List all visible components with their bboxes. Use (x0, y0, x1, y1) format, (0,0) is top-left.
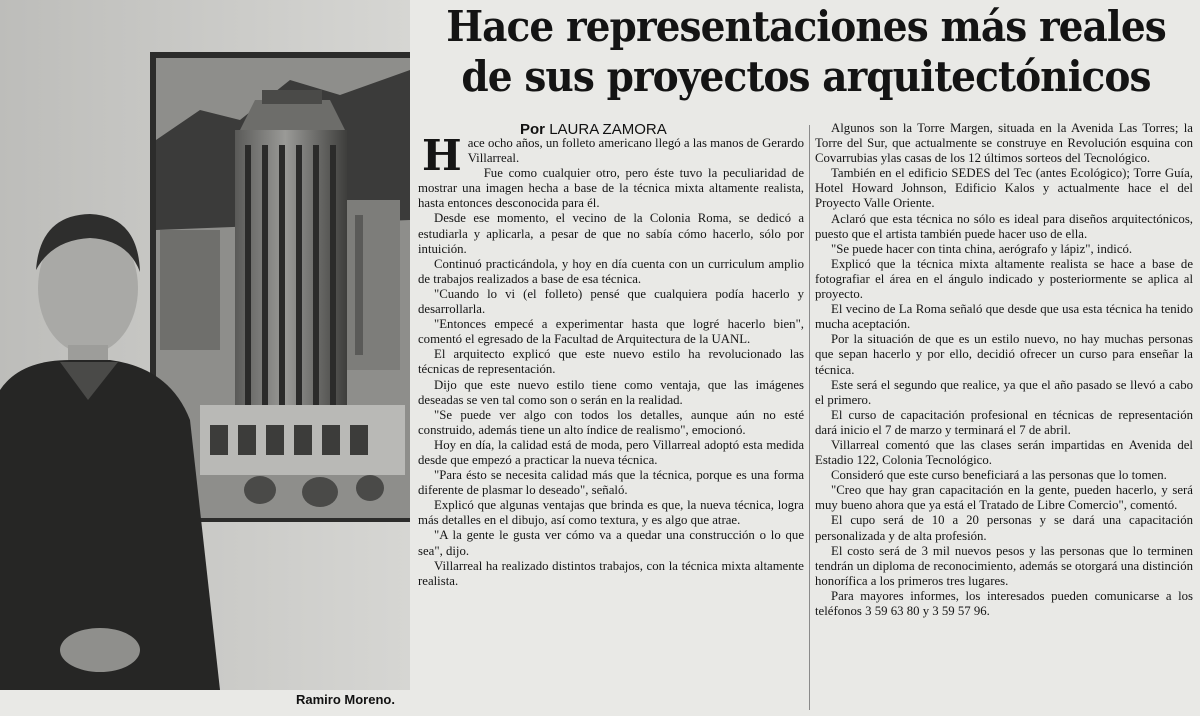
paragraph: El vecino de La Roma señaló que desde que usa esta técnica ha tenido mucha aceptación. (815, 302, 1193, 332)
article-photo (0, 0, 410, 690)
paragraph: "Se puede hacer con tinta china, aerógrafo y lápiz", indicó. (831, 241, 1133, 256)
article-column-1 (418, 131, 804, 589)
paragraph: Explicó que la técnica mixta altamente realista se hace a base de fotografiar el área en el ángulo indicado y posteriormente se aplica al proyecto. (815, 256, 1193, 302)
paragraph: "Creo que hay gran capacitación en la gente, pueden hacerlo, y será muy bueno ahora que ya está el Tratado de Libre Comercio", comentó. (815, 483, 1193, 513)
paragraph: Por la situación de que es un estilo nuevo, no hay muchas personas que sepan hacerlo y por ello, decidió ofrecer un curso para enseñar la técnica. (815, 332, 1193, 377)
article-column-2 (815, 121, 1193, 619)
headline-line-2: de sus proyectos arquitectónicos (461, 52, 1151, 101)
photo-caption: Ramiro Moreno. (296, 692, 395, 707)
paragraph: Continuó practicándola, y hoy en día cuenta con un curriculum amplio de trabajos realizados a base de esa técnica. (418, 256, 804, 286)
paragraph: Fue como cualquier otro, pero éste tuvo la peculiaridad de mostrar una imagen hecha a base de la técnica mixta altamente realista, hasta entonces desconocida para él. (418, 166, 804, 211)
paragraph: Explicó que algunas ventajas que brinda es que, la nueva técnica, logra más detalles en el dibujo, así como textura, y es algo que atrae. (418, 498, 804, 528)
article-headline (441, 2, 1170, 102)
paragraph: "A la gente le gusta ver cómo va a quedar una construcción o lo que sea", dijo. (418, 528, 804, 558)
paragraph: El cupo será de 10 a 20 personas y se dará una capacitación personalizada y de alta profesión. (815, 513, 1193, 543)
paragraph: Villarreal comentó que las clases serán impartidas en Avenida del Estadio 122, Colonia Tecnológico. (815, 437, 1193, 468)
paragraph: Para mayores informes, los interesados pueden comunicarse a los teléfonos 3 59 63 80 y 3 59 57 96. (815, 588, 1193, 618)
paragraph: Algunos son la Torre Margen, situada en la Avenida Las Torres; la Torre del Sur, que actualmente se construye en Revolución esquina con Covarrubias ylas casas de los 12 últimos sorteos del Tecnológico. (815, 121, 1193, 166)
headline-line-1: Hace representaciones más reales (446, 2, 1166, 51)
column-divider (809, 125, 810, 710)
paragraph: "Para ésto se necesita calidad más que la técnica, porque es una forma diferente de plasmar lo deseado", señaló. (418, 468, 804, 498)
paragraph: El arquitecto explicó que este nuevo estilo ha revolucionado las técnicas de representación. (418, 347, 804, 377)
paragraph: "Cuando lo vi (el folleto) pensé que cualquiera podía hacerlo y desarrollarla. (418, 286, 804, 317)
byline-author: LAURA ZAMORA (549, 121, 667, 138)
paragraph: Consideró que este curso beneficiará a las personas que lo tomen. (831, 468, 1167, 483)
paragraph: Desde ese momento, el vecino de la Colonia Roma, se dedicó a estudiarla y aplicarla, a pesar de que no sabía cómo hacerlo, sólo por intuición. (418, 211, 804, 256)
paragraph: Hoy en día, la calidad está de moda, pero Villarreal adoptó esta medida desde que empezó a practicar la nueva técnica. (418, 437, 804, 467)
paragraph: El costo será de 3 mil nuevos pesos y las personas que lo terminen tendrán un diploma de reconocimiento, además se otorgará una distinción honorífica a los primeros tres lugares. (815, 543, 1193, 588)
paragraph: "Se puede ver algo con todos los detalles, aunque aún no esté construido, además tiene un alto índice de realismo", emocionó. (418, 407, 804, 437)
dropcap: H (422, 131, 462, 180)
paragraph: Villarreal ha realizado distintos trabajos, con la técnica mixta altamente realista. (418, 558, 804, 588)
paragraph: Dijo que este nuevo estilo tiene como ventaja, que las imágenes deseadas se ven tal como son o serán en la realidad. (418, 377, 804, 407)
paragraph: Este será el segundo que realice, ya que el año pasado se llevó a cabo el primero. (815, 377, 1193, 407)
paragraph: Aclaró que esta técnica no sólo es ideal para diseños arquitectónicos, puesto que el artista también puede hacer uso de ella. (815, 211, 1193, 241)
paragraph: También en el edificio SEDES del Tec (antes Ecológico); Torre Guía, Hotel Howard Johnson, Edificio Kalos y actualmente hace el del Proyecto Valle Oriente. (815, 166, 1193, 211)
paragraph: Hace ocho años, un folleto americano llegó a las manos de Gerardo Villarreal. (422, 131, 804, 180)
paragraph: "Entonces empecé a experimentar hasta que logré hacerlo bien", comentó el egresado de la Facultad de Arquitectura de la UANL. (418, 317, 804, 347)
paragraph: El curso de capacitación profesional en técnicas de representación dará inicio el 7 de marzo y terminará el 7 de abril. (815, 407, 1193, 437)
byline-prefix: Por (520, 121, 546, 138)
